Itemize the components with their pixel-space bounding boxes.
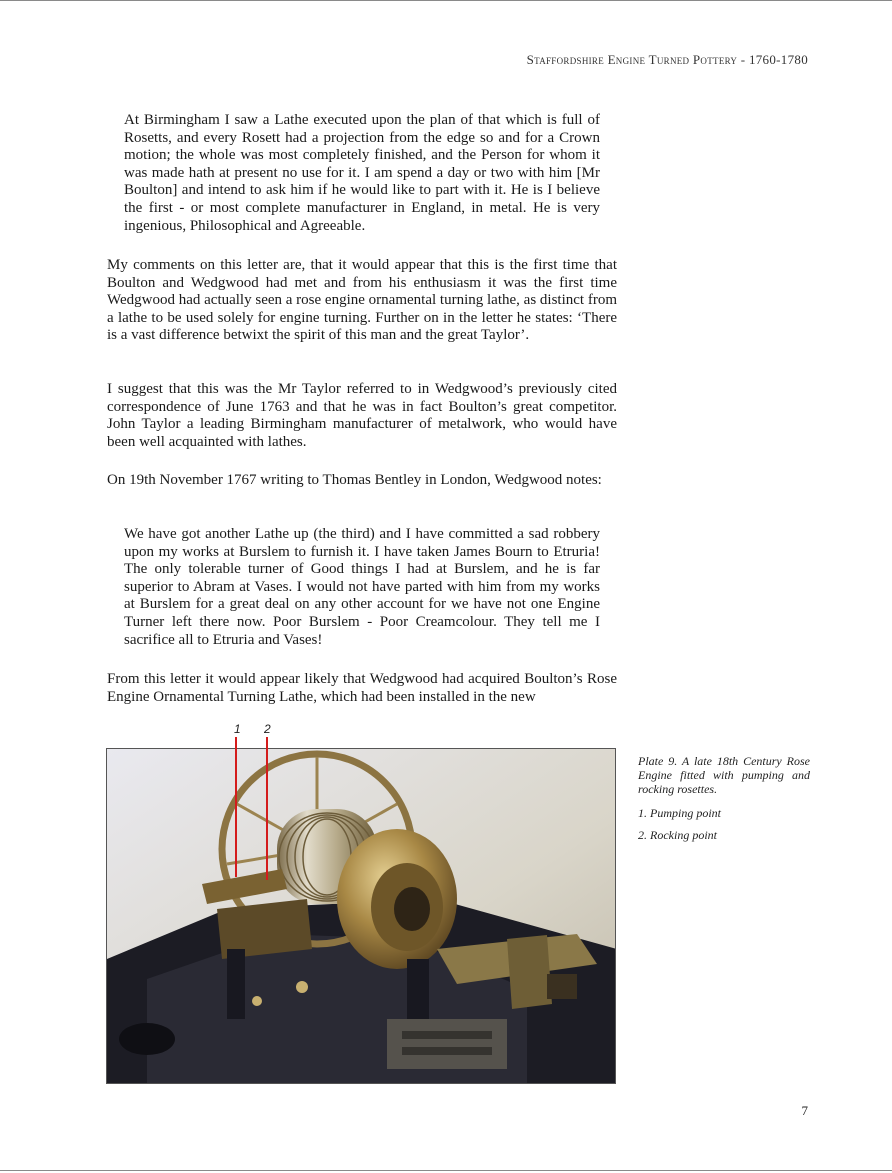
pumping-point-pointer bbox=[235, 737, 237, 877]
paragraph-acquired-lathe: From this letter it would appear likely that Wedgwood had acquired Boulton’s Rose Engine Ornamental Turning Lathe, which had been installed in the new bbox=[107, 671, 617, 705]
paragraph-comments: My comments on this letter are, that it would appear that this is the first time that Boulton and Wedgwood had met and from his enthusiasm it was the first time Wedgwood had actually seen a rose engine ornamental turning lathe, as distinct from a lathe to be used solely for engine turning. Further on in the letter he states: ‘There is a vast difference betwixt the spirit of this man and the great Taylor’. bbox=[107, 257, 617, 344]
plate-caption-title: Plate 9. A late 18th Century Rose Engine fitted with pumping and rocking rosettes. bbox=[638, 754, 810, 796]
rocking-point-pointer bbox=[266, 737, 268, 880]
paragraph-bentley-letter: On 19th November 1767 writing to Thomas Bentley in London, Wedgwood notes: bbox=[107, 472, 602, 488]
paragraph-taylor: I suggest that this was the Mr Taylor referred to in Wedgwood’s previously cited correspondence of June 1763 and that he was in fact Boulton’s great competitor. John Taylor a leading Birmingham manufacturer of metalwork, who would have been well acquainted with lathes. bbox=[107, 381, 617, 450]
running-header: Staffordshire Engine Turned Pottery - 1760-1780 bbox=[526, 52, 808, 67]
block-quote-birmingham: At Birmingham I saw a Lathe executed upon the plan of that which is full of Rosetts, and every Rosett had a projection from the edge so and for a Crown motion; the whole was most completely finished, and the Person for whom it was made hath at present no use for it. I am spend a day or two with him [Mr Boulton] and intend to ask him if he would like to part with it. He is I believe the first - or most complete manufacturer in England, in metal. He is very ingenious, Philosophical and Agreeable. bbox=[124, 112, 600, 234]
rose-engine-photograph bbox=[106, 748, 616, 1084]
page-top-rule bbox=[0, 0, 892, 1]
page-number: 7 bbox=[801, 1103, 808, 1118]
plate-caption-rocking-point: 2. Rocking point bbox=[638, 828, 717, 842]
page-bottom-rule bbox=[0, 1170, 892, 1171]
marker-label-1: 1 bbox=[234, 722, 241, 736]
plate-caption-pumping-point: 1. Pumping point bbox=[638, 806, 721, 820]
marker-label-2: 2 bbox=[264, 722, 271, 736]
block-quote-burslem: We have got another Lathe up (the third) and I have committed a sad robbery upon my works at Burslem to furnish it. I have taken James Bourn to Etruria! The only tolerable turner of Good things I had at Burslem, and he is far superior to Abram at Vases. I would not have parted with him from my works at Burslem for a great deal on any other account for we have not one Engine Turner left there now. Poor Burslem - Poor Creamcolour. They tell me I sacrifice all to Etruria and Vases! bbox=[124, 526, 600, 648]
